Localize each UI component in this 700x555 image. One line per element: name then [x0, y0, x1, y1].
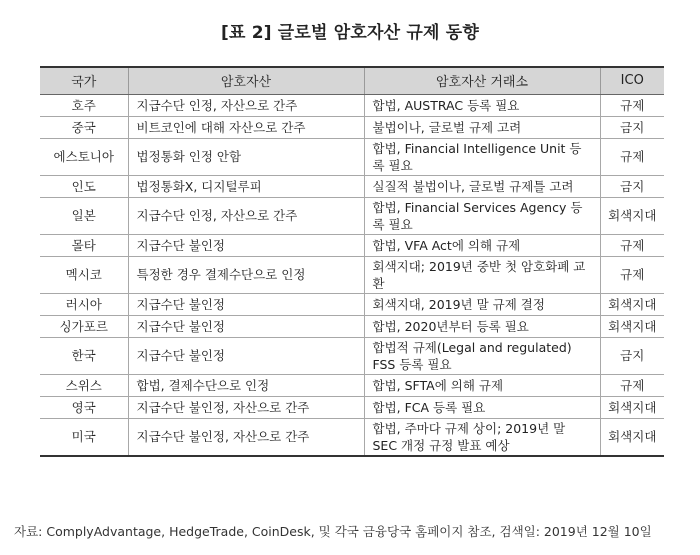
header-country: 국가	[40, 67, 128, 94]
cell-ico: 규제	[600, 138, 664, 175]
cell-exchange: 실질적 불법이나, 글로벌 규제틀 고려	[364, 175, 600, 197]
cell-ico: 회색지대	[600, 418, 664, 456]
table-row	[40, 315, 664, 337]
cell-ico: 금지	[600, 175, 664, 197]
cell-asset: 법정통화 인정 안함	[128, 138, 364, 175]
table-row	[40, 116, 664, 138]
source-note: 자료: ComplyAdvantage, HedgeTrade, CoinDesk, 및 각국 금융당국 홈페이지 참조, 검색일: 2019년 12월 10일	[14, 524, 652, 539]
cell-ico: 규제	[600, 94, 664, 116]
cell-asset: 지급수단 불인정	[128, 337, 364, 374]
cell-country: 호주	[40, 94, 128, 116]
cell-country: 미국	[40, 418, 128, 456]
cell-asset: 지급수단 불인정, 자산으로 간주	[128, 418, 364, 456]
cell-asset: 합법, 결제수단으로 인정	[128, 374, 364, 396]
cell-asset: 지급수단 불인정, 자산으로 간주	[128, 396, 364, 418]
cell-exchange: 합법, FCA 등록 필요	[364, 396, 600, 418]
cell-asset: 지급수단 불인정	[128, 234, 364, 256]
table-header-row	[40, 67, 664, 94]
cell-ico: 회색지대	[600, 197, 664, 234]
header-crypto-asset: 암호자산	[128, 67, 364, 94]
cell-ico: 금지	[600, 116, 664, 138]
header-exchange: 암호자산 거래소	[364, 67, 600, 94]
table-title: [표 2] 글로벌 암호자산 규제 동향	[220, 23, 480, 43]
cell-exchange: 합법, Financial Services Agency 등록 필요	[364, 197, 600, 234]
cell-asset: 법정통화X, 디지털루피	[128, 175, 364, 197]
cell-ico: 규제	[600, 234, 664, 256]
cell-asset: 지급수단 불인정	[128, 293, 364, 315]
regulation-table	[40, 66, 664, 457]
cell-exchange: 회색지대, 2019년 말 규제 결정	[364, 293, 600, 315]
cell-country: 스위스	[40, 374, 128, 396]
cell-exchange: 합법적 규제(Legal and regulated) FSS 등록 필요	[364, 337, 600, 374]
cell-exchange: 불법이나, 글로벌 규제 고려	[364, 116, 600, 138]
cell-exchange: 합법, VFA Act에 의해 규제	[364, 234, 600, 256]
table-row	[40, 197, 664, 234]
cell-country: 한국	[40, 337, 128, 374]
cell-country: 인도	[40, 175, 128, 197]
table-row	[40, 337, 664, 374]
table-row	[40, 396, 664, 418]
table-row	[40, 293, 664, 315]
cell-asset: 지급수단 인정, 자산으로 간주	[128, 94, 364, 116]
table-row	[40, 374, 664, 396]
cell-asset: 특정한 경우 결제수단으로 인정	[128, 256, 364, 293]
cell-exchange: 합법, AUSTRAC 등록 필요	[364, 94, 600, 116]
cell-country: 러시아	[40, 293, 128, 315]
table-row	[40, 94, 664, 116]
cell-country: 일본	[40, 197, 128, 234]
cell-exchange: 합법, SFTA에 의해 규제	[364, 374, 600, 396]
cell-country: 에스토니아	[40, 138, 128, 175]
cell-exchange: 합법, Financial Intelligence Unit 등록 필요	[364, 138, 600, 175]
cell-country: 멕시코	[40, 256, 128, 293]
table-row	[40, 418, 664, 456]
cell-ico: 규제	[600, 256, 664, 293]
cell-ico: 규제	[600, 374, 664, 396]
cell-ico: 회색지대	[600, 396, 664, 418]
cell-country: 중국	[40, 116, 128, 138]
cell-asset: 지급수단 인정, 자산으로 간주	[128, 197, 364, 234]
cell-asset: 지급수단 불인정	[128, 315, 364, 337]
table-row	[40, 234, 664, 256]
cell-exchange: 합법, 2020년부터 등록 필요	[364, 315, 600, 337]
header-ico: ICO	[600, 67, 664, 94]
cell-country: 싱가포르	[40, 315, 128, 337]
cell-exchange: 회색지대; 2019년 중반 첫 암호화폐 교환	[364, 256, 600, 293]
cell-exchange: 합법, 주마다 규제 상이; 2019년 말 SEC 개정 규정 발표 예상	[364, 418, 600, 456]
table-row	[40, 138, 664, 175]
cell-country: 영국	[40, 396, 128, 418]
cell-country: 몰타	[40, 234, 128, 256]
cell-ico: 금지	[600, 337, 664, 374]
table-row	[40, 256, 664, 293]
cell-asset: 비트코인에 대해 자산으로 간주	[128, 116, 364, 138]
cell-ico: 회색지대	[600, 315, 664, 337]
cell-ico: 회색지대	[600, 293, 664, 315]
table-row	[40, 175, 664, 197]
